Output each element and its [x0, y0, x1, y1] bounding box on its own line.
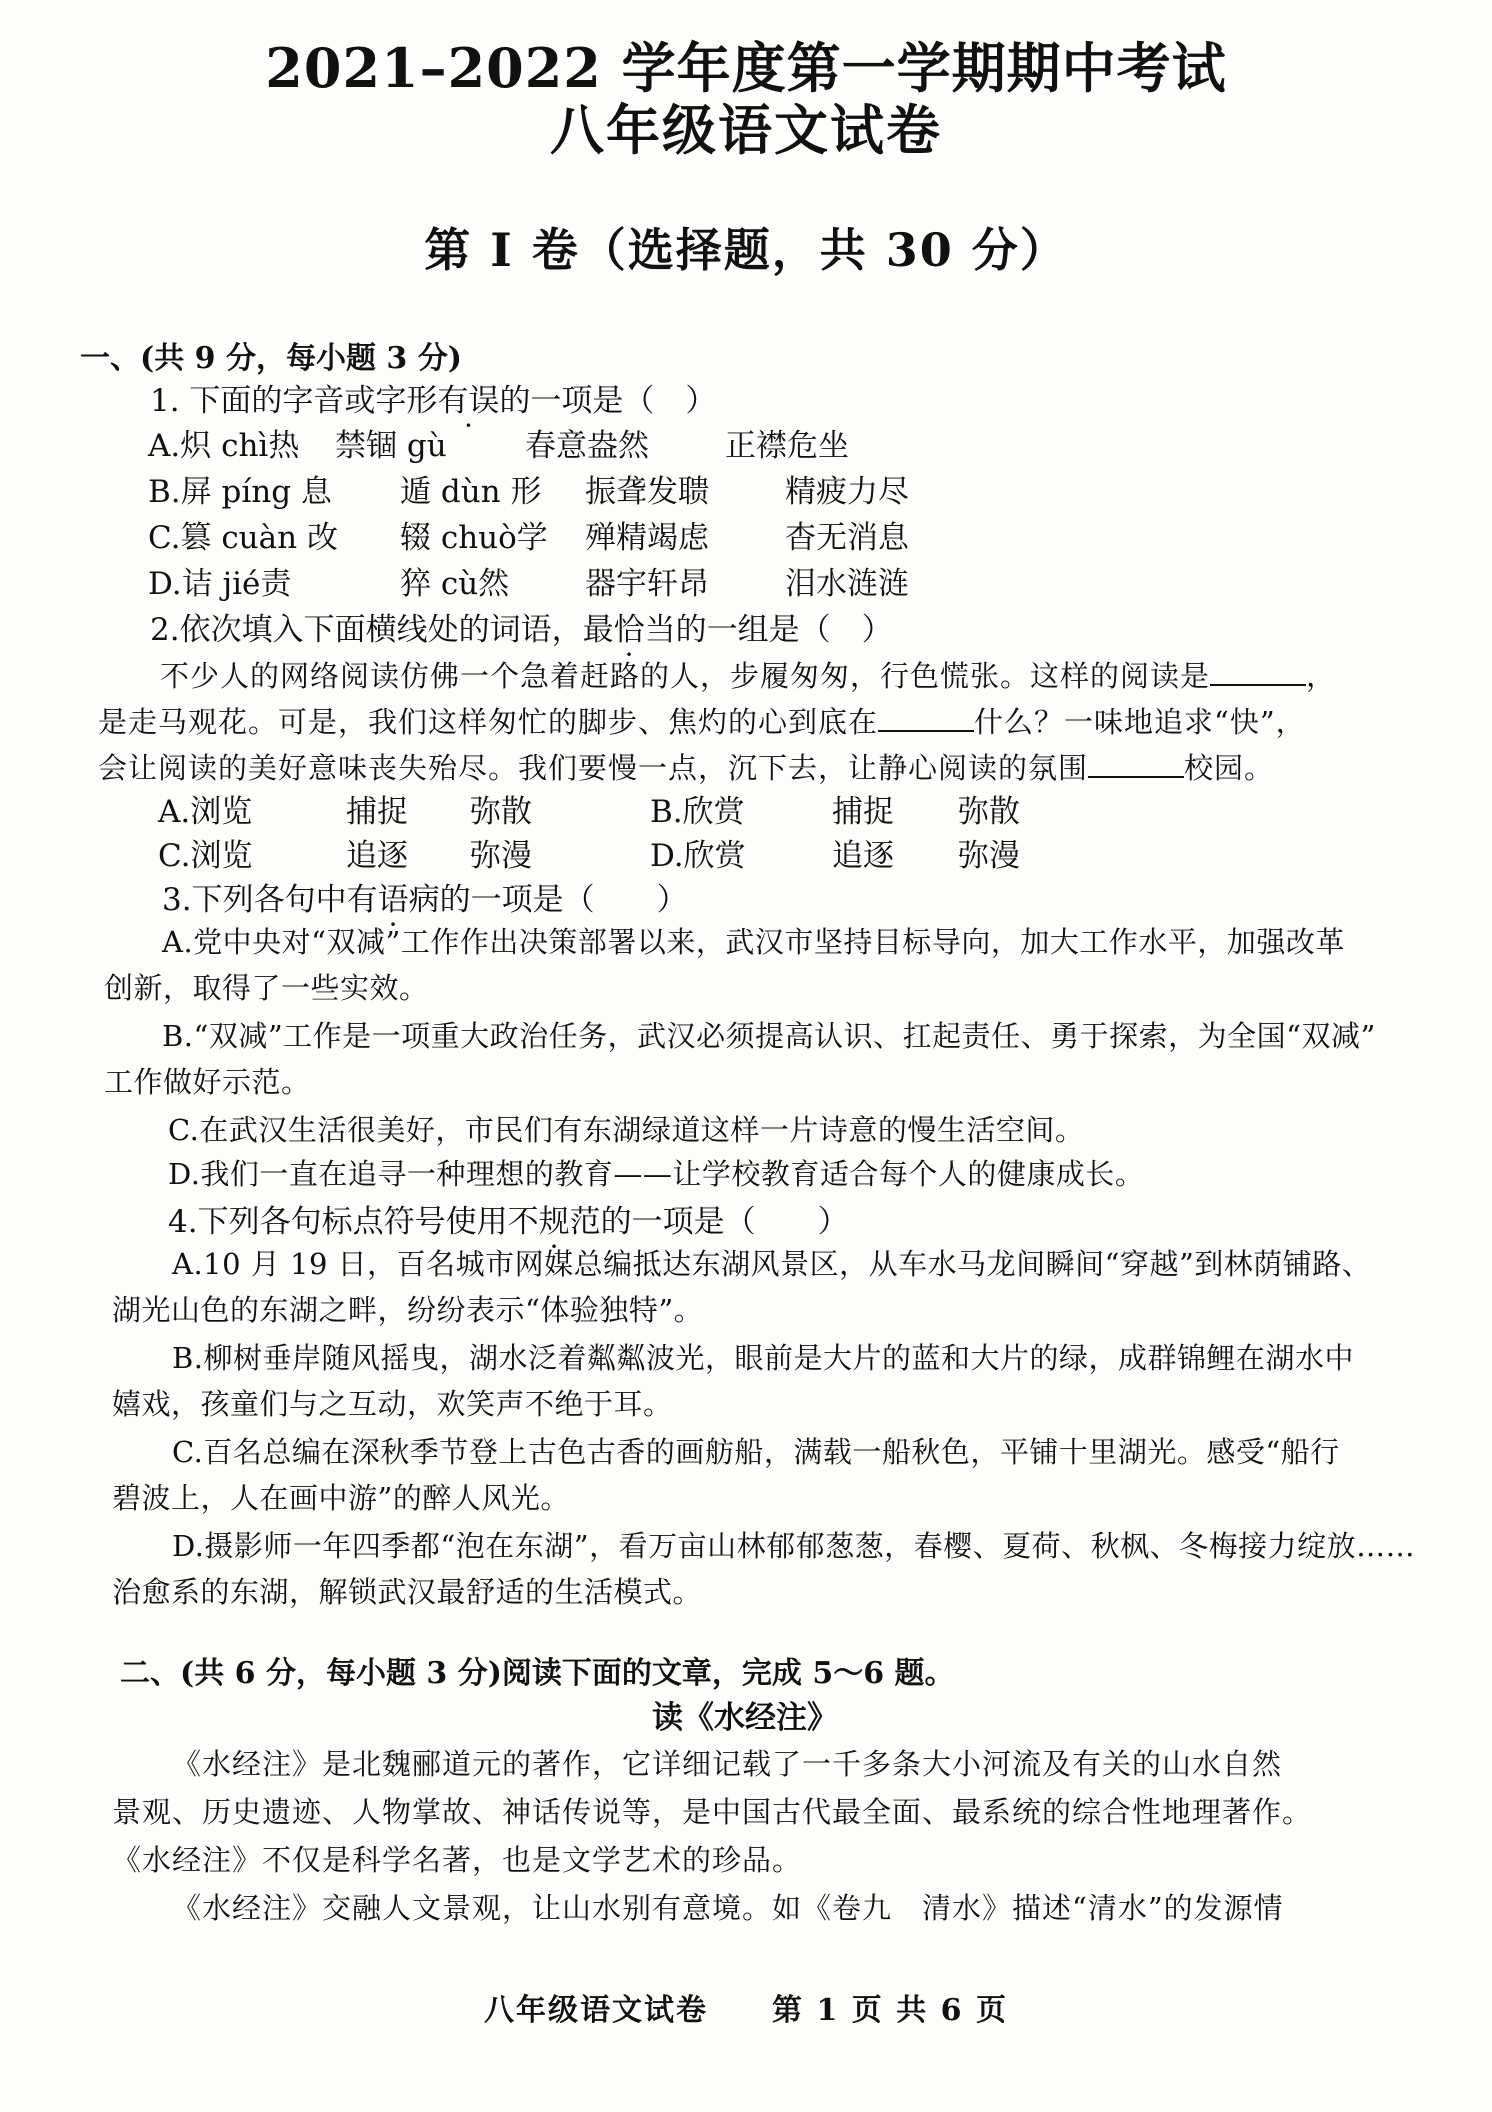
- q4-stem-after: 的一项是（ ）: [600, 1204, 849, 1240]
- q1-stem-emphasis: 有误: [437, 383, 500, 419]
- q1-stem-before: 1. 下面的字音或字形: [150, 383, 438, 419]
- q1-option-a-2: 禁锢 gù: [335, 428, 447, 464]
- article-p2-line-1: 《水经注》交融人文景观，让山水别有意境。如《卷九 清水》描述“清水”的发源情: [172, 1891, 1284, 1925]
- q2-passage-line-1b: ，: [1306, 659, 1337, 693]
- q2-stem-before: 2.依次填入下面横线处的词语，: [150, 612, 583, 648]
- q1-option-c-3: 殚精竭虑: [585, 520, 709, 556]
- article-p1-line-1: 《水经注》是北魏郦道元的著作，它详细记载了一千多条大小河流及有关的山水自然: [172, 1747, 1283, 1781]
- q2-passage-line-3b: 校园。: [1184, 751, 1275, 785]
- q2-option-b-2: 捕捉: [832, 794, 894, 830]
- q4-option-d-line-2: 治愈系的东湖，解锁武汉最舒适的生活模式。: [112, 1575, 703, 1609]
- q2-option-c-2: 追逐: [346, 838, 408, 874]
- q3-option-b-line-2: 工作做好示范。: [104, 1065, 311, 1099]
- question-1-stem: [150, 375, 716, 420]
- q2-option-c-1: C.浏览: [158, 838, 253, 874]
- q3-option-d: D.我们一直在追寻一种理想的教育——让学校教育适合每个人的健康成长。: [168, 1157, 1145, 1191]
- q2-option-d-2: 追逐: [832, 838, 894, 874]
- q1-option-c-2: 辍 chuò学: [400, 520, 548, 556]
- q4-option-c-line-2: 碧波上，人在画中游”的醉人风光。: [112, 1481, 570, 1515]
- q2-option-d-3: 弥漫: [958, 838, 1020, 874]
- q2-option-a-2: 捕捉: [346, 794, 408, 830]
- question-2-stem: [150, 604, 893, 649]
- article-p1-line-2: 景观、历史遗迹、人物掌故、神话传说等，是中国古代最全面、最系统的综合性地理著作。: [112, 1795, 1313, 1829]
- q1-option-d-1: D.诘 jié责: [148, 566, 292, 602]
- q3-stem-before: 3.下列各句中: [162, 882, 347, 918]
- q1-option-d-2: 猝 cù然: [400, 566, 510, 602]
- q2-blank-2: [878, 706, 974, 732]
- q3-option-b-line-1: B.“双减”工作是一项重大政治任务，武汉必须提高认识、扛起责任、勇于探索，为全国“双减”: [162, 1019, 1376, 1053]
- q1-option-c-1: C.篡 cuàn 改: [148, 520, 338, 556]
- question-3-stem: [162, 874, 688, 919]
- q4-option-c-line-1: C.百名总编在深秋季节登上古色古香的画舫船，满载一船秋色，平铺十里湖光。感受“船行: [172, 1435, 1340, 1469]
- q2-option-a-3: 弥散: [470, 794, 532, 830]
- q1-option-a-1: A.炽 chì热: [148, 428, 300, 464]
- q2-option-c-3: 弥漫: [470, 838, 532, 874]
- q4-stem-before: 4.下列各句标点符号使用: [168, 1204, 508, 1240]
- q2-stem-emphasis: 最恰当: [582, 612, 676, 648]
- q2-passage-line-1a: 不少人的网络阅读仿佛一个急着赶路的人，步履匆匆，行色慌张。这样的阅读是: [160, 659, 1211, 693]
- q4-option-d-line-1: D.摄影师一年四季都“泡在东湖”，看万亩山林郁郁葱葱，春樱、夏荷、秋枫、冬梅接力绽放……: [172, 1529, 1416, 1563]
- exam-subtitle: 八年级语文试卷: [550, 98, 942, 162]
- q4-option-b-line-2: 嬉戏，孩童们与之互动，欢笑声不绝于耳。: [112, 1387, 673, 1421]
- q1-option-d-3: 器宇轩昂: [585, 566, 709, 602]
- q1-option-a-3: 春意盎然: [525, 428, 649, 464]
- q3-stem-after: 的一项是（ ）: [439, 882, 688, 918]
- q4-option-b-line-1: B.柳树垂岸随风摇曳，湖水泛着粼粼波光，眼前是大片的蓝和大片的绿，成群锦鲤在湖水中: [172, 1341, 1355, 1375]
- q2-stem-after: 的一组是（ ）: [675, 612, 893, 648]
- page-footer: 八年级语文试卷 第 1 页 共 6 页: [484, 1993, 1008, 2028]
- q2-blank-3: [1088, 752, 1184, 778]
- part-title: 第 Ⅰ 卷（选择题，共 30 分）: [424, 223, 1068, 277]
- article-p1-line-3: 《水经注》不仅是科学名著，也是文学艺术的珍品。: [112, 1843, 803, 1877]
- q2-option-b-3: 弥散: [958, 794, 1020, 830]
- q3-option-a-line-2: 创新，取得了一些实效。: [104, 971, 429, 1005]
- q4-stem-emphasis: 不规范: [507, 1204, 601, 1240]
- q2-option-b-1: B.欣赏: [650, 794, 745, 830]
- q2-passage-line-1: [160, 654, 1336, 695]
- article-title: 读《水经注》: [652, 1700, 838, 1736]
- q1-option-a-4: 正襟危坐: [725, 428, 849, 464]
- q1-stem-after: 的一项是（ ）: [499, 383, 717, 419]
- q4-option-a-line-1: A.10 月 19 日，百名城市网媒总编抵达东湖风景区，从车水马龙间瞬间“穿越”到林荫铺路、: [172, 1247, 1372, 1281]
- q3-option-a-line-1: A.党中央对“双减”工作作出决策部署以来，武汉市坚持目标导向，加大工作水平，加强改革: [162, 925, 1345, 959]
- q2-option-a-1: A.浏览: [158, 794, 253, 830]
- q2-passage-line-2b: 什么？一味地追求“快”，: [974, 705, 1306, 739]
- section2-heading: 二、(共 6 分，每小题 3 分)阅读下面的文章，完成 5～6 题。: [120, 1656, 955, 1691]
- q1-option-d-4: 泪水涟涟: [785, 566, 909, 602]
- question-4-stem: [168, 1196, 849, 1241]
- q2-passage-line-2: [98, 700, 1306, 741]
- q2-option-d-1: D.欣赏: [650, 838, 746, 874]
- exam-title: 2021–2022 学年度第一学期期中考试: [265, 36, 1227, 100]
- q2-blank-1: [1210, 660, 1306, 686]
- q1-option-b-2: 遁 dùn 形: [400, 474, 542, 510]
- section1-heading: 一、(共 9 分，每小题 3 分): [80, 341, 462, 376]
- q1-option-b-3: 振聋发聩: [585, 474, 709, 510]
- q1-option-b-4: 精疲力尽: [785, 474, 909, 510]
- q2-passage-line-3a: 会让阅读的美好意味丧失殆尽。我们要慢一点，沉下去，让静心阅读的氛围: [98, 751, 1089, 785]
- q3-option-c: C.在武汉生活很美好，市民们有东湖绿道这样一片诗意的慢生活空间。: [168, 1113, 1085, 1147]
- q1-option-b-1: B.屏 píng 息: [148, 474, 332, 510]
- q2-passage-line-2a: 是走马观花。可是，我们这样匆忙的脚步、焦灼的心到底在: [98, 705, 879, 739]
- q3-stem-emphasis: 有语病: [346, 882, 440, 918]
- q2-passage-line-3: [98, 746, 1274, 787]
- q1-option-c-4: 杳无消息: [785, 520, 909, 556]
- q4-option-a-line-2: 湖光山色的东湖之畔，纷纷表示“体验独特”。: [112, 1293, 704, 1327]
